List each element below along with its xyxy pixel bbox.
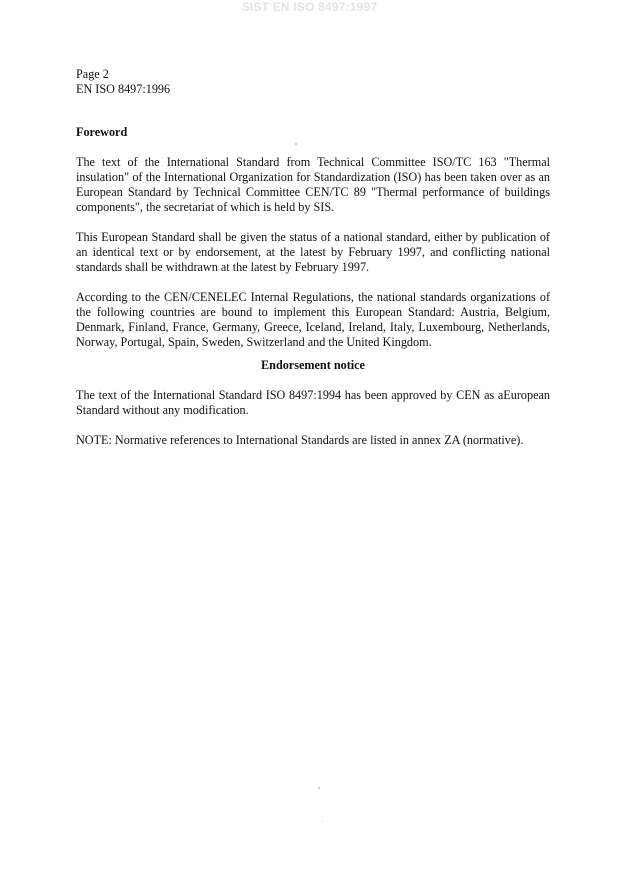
- page-number: Page 2: [76, 67, 109, 81]
- normative-note: NOTE: Normative references to International Standards are listed in annex ZA (normative).: [76, 433, 524, 447]
- document-page: [76, 67, 550, 448]
- scan-speck: [318, 787, 320, 789]
- foreword-paragraph-3: According to the CEN/CENELEC Internal Regulations, the national standards organizations of the following countries are bound to implement this European Standard: Austria, Belgium, Denmark, Finland, France, Germany, Greece, Iceland, Ireland, Italy, Luxembourg, Netherlands, Norway, Portugal, Spain, Sweden, Switzerland and the United Kingdom.: [76, 290, 550, 349]
- foreword-paragraph-1: The text of the International Standard from Technical Committee ISO/TC 163 "Thermal insulation" of the International Organization for Standardization (ISO) has been taken over as an European Standard by Technical Committee CEN/TC 89 "Thermal performance of buildings components", the secretariat of which is held by SIS.: [76, 155, 550, 214]
- document-watermark: SIST EN ISO 8497:1997: [241, 0, 378, 14]
- scan-speck: [295, 143, 297, 145]
- standard-reference: EN ISO 8497:1996: [76, 82, 171, 96]
- endorsement-paragraph: The text of the International Standard ISO 8497:1994 has been approved by CEN as aEuropean Standard without any modification.: [76, 388, 550, 417]
- foreword-heading: Foreword: [76, 125, 128, 139]
- endorsement-heading: Endorsement notice: [261, 358, 365, 372]
- scan-speck: [322, 821, 323, 822]
- foreword-paragraph-2: This European Standard shall be given the status of a national standard, either by publication of an identical text or by endorsement, at the latest by February 1997, and conflicting national standards shall be withdrawn at the latest by February 1997.: [76, 230, 550, 274]
